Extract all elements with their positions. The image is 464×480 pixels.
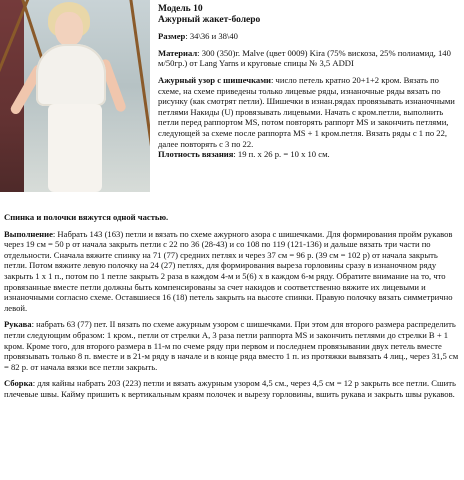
model-face [55, 12, 83, 46]
model-name: Ажурный жакет-болеро [158, 14, 261, 25]
assembly-text: : для кайны набрать 203 (223) петли и вязать ажурным узором 4,5 см., через 4,5 см = 12 р закрыть все петли. Сшить плечевые швы. Кайму пришить к вертикальным краям полочек и вырезу горловины, вшить рукава и закрыть швы рукавов. [4, 378, 456, 399]
assembly-paragraph [4, 378, 460, 399]
intro-heading: Спинка и полочки вяжутся одной частью. [4, 212, 169, 222]
material-value: : 300 (350)г. Malve (цвет 0009) Kira (75% вискоза, 25% полиамид, 140 м/50гр.) от Lang Yarns и круговые спицы № 3,5 ADDI [158, 47, 451, 69]
size-value: : 34\36 и 38\40 [185, 31, 238, 42]
material-paragraph [158, 48, 460, 69]
material-label: Материал [158, 47, 198, 58]
density-label: Плотность вязания [158, 149, 234, 160]
execution-label: Выполнение [4, 228, 53, 239]
density-value: : 19 п. х 26 р. = 10 х 10 см. [233, 149, 330, 160]
instructions-block [4, 212, 460, 400]
sleeve-text: : набрать 63 (77) пет. II вязать по схеме ажурным узором с шишечками. При этом для второго размера распределить петли следующим образом: 1 кром., петли от стрелки A, 3 раза петли раппорта MS и закончить петлями до стрелки B + 1 кром. Кроме того, для второго размера в 11-м по счеме ряду при первом и последнем провязывании двух петель вместе провязывать только 8 п. вместе и в 21-м ряду в начале и в конце ряда вместо 1 п. из протяжки вывязать 4 лиц., через 31,5 см = 82 р. от начала вязки все петли закрыть. [4, 319, 459, 372]
size-label: Размер [158, 31, 186, 42]
wooden-pole [128, 0, 150, 192]
sleeve-paragraph [4, 319, 460, 372]
pattern-label: Ажурный узор с шишечками [158, 74, 271, 85]
pattern-paragraph [158, 75, 460, 149]
execution-text: : Набрать 143 (163) петли и вязать по схеме ажурного азора с шишечками. Для формирования пройм рукавов через 19 см = 50 р от начала закрыть петли с 22 по 36 (28-43) и со 108 по 119 (121-136) и дальше вязать три части по отдельности. Сначала вяжите спинку на 71 (77) средних петлях и через 37 см = 96 р. (39 см = 102 р) от начала закрыть петли. Потом вяжите левую полочку на 24 (27) петлях, для формирования выреза горловины сразу в изнаночном ряду закрыть 1 х 1 п., потом по 1 петле закрыть 2 раза в каждом 4-м и 5(6) х в каждом 6-м ряду. Обратите внимание на то, что провязанные вместе петли должны быть компенсированы за счет накидов и соответственно вяжите их лицевыми и изнаночными согласно схеме. Оставшиеся 16 (18) петель закрыть на высоте спинки. Правую полочку вязать симметрично левой. [4, 228, 453, 313]
model-spec-block [158, 4, 460, 160]
pattern-value: : число петель кратно 20+1+2 кром. Вязать по схеме, на схеме приведены только лицевые ряды, изнаночные ряды вязать по рисунку (как смотрят петли). Шишечки в изнан.рядах провязывать изнаночными петлями Накиды (U) провязывать лицевыми. Начать с кром.петли, выполнить петли перед раппортом MS, потом повторять раппорт MS и закончить петлями, следующей за схеме после раппорта MS + 1 кром.петля. Вязать ряды с 1 по 22, далее повторять с 3 по 22. [158, 74, 455, 149]
density-paragraph [158, 149, 460, 160]
model-number: Модель 10 [158, 4, 203, 14]
model-photo [0, 0, 150, 192]
sleeve-label: Рукава [4, 319, 32, 330]
assembly-label: Сборка [4, 378, 33, 389]
execution-paragraph [4, 229, 460, 314]
model-bolero-jacket [36, 44, 106, 106]
model-pants [48, 104, 102, 192]
size-paragraph [158, 31, 460, 42]
